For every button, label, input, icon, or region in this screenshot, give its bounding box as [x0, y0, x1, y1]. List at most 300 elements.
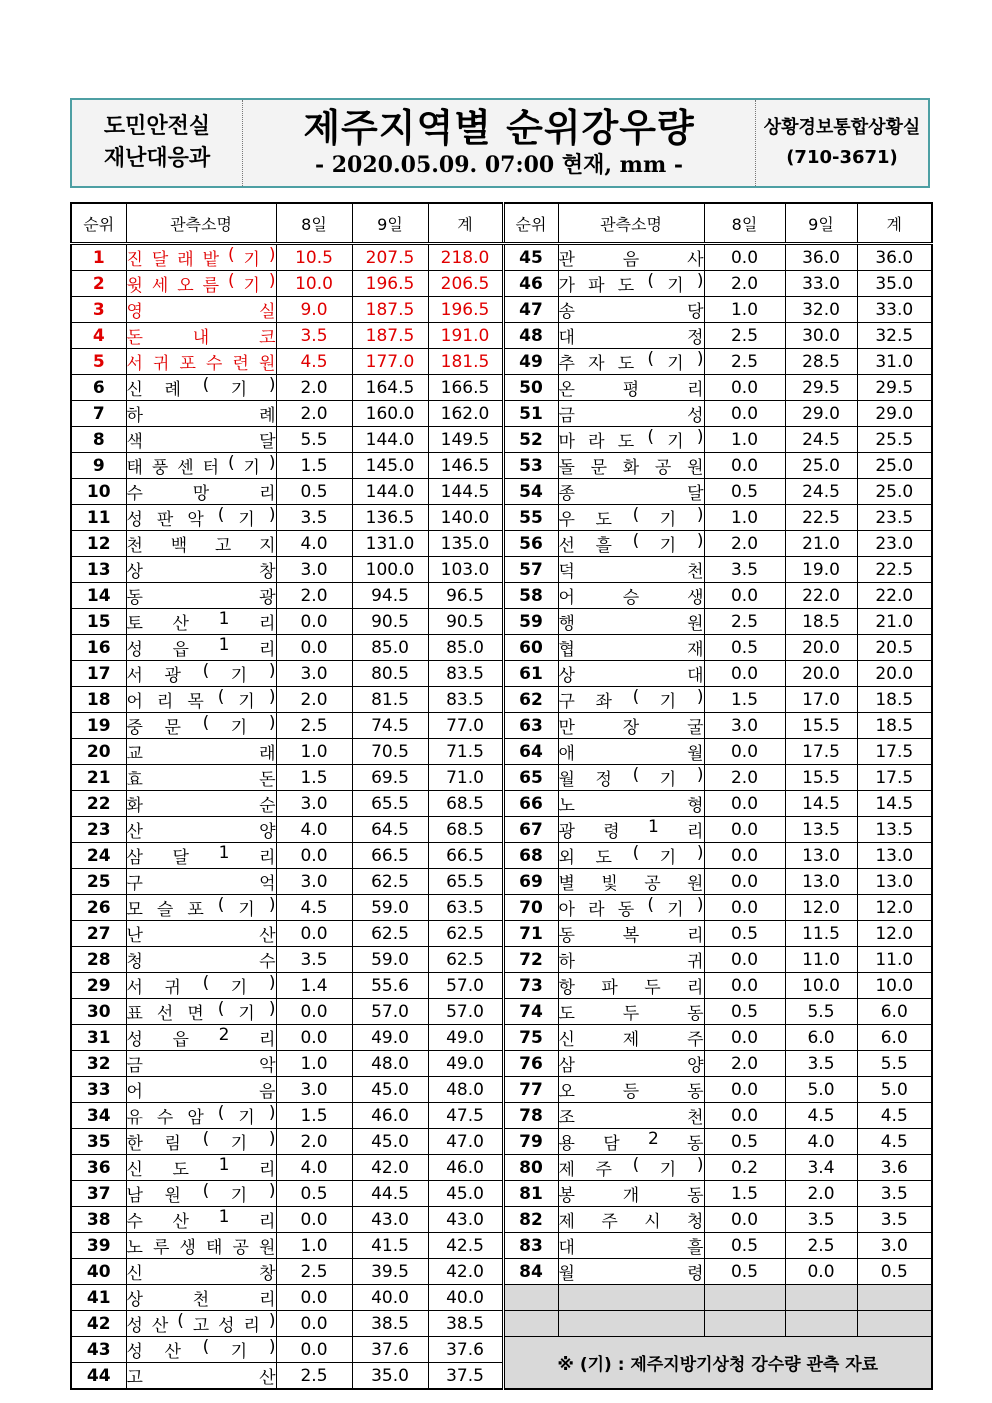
- empty-cell: [704, 1285, 785, 1311]
- table-row: [71, 1181, 932, 1207]
- day9-cell: 62.5: [352, 869, 428, 895]
- rank-cell: 27: [71, 921, 126, 947]
- station-name-text: 모 슬 포 ( 기 ): [126, 895, 276, 920]
- station-name-text: 신 도 1 리: [126, 1155, 276, 1180]
- empty-cell: [785, 1285, 857, 1311]
- station-name-text: 남 원 ( 기 ): [126, 1181, 276, 1206]
- day8-cell: 0.0: [704, 895, 785, 921]
- station-name-cell: [558, 1103, 704, 1129]
- day9-cell: 45.0: [352, 1077, 428, 1103]
- station-name-text: 색 달: [126, 432, 276, 452]
- day8-cell: 1.4: [276, 973, 352, 999]
- col-day8: 8일: [276, 203, 352, 244]
- table-row: [71, 791, 932, 817]
- station-name-text: 태 풍 센 터 ( 기 ): [126, 453, 276, 478]
- total-cell: 17.5: [857, 739, 932, 765]
- station-name-cell: [126, 765, 276, 791]
- station-name-text: 윗 세 오 름 ( 기 ): [126, 271, 276, 296]
- department-line-2: 재난대응과: [103, 146, 211, 171]
- day8-cell: 0.0: [276, 921, 352, 947]
- station-name-text: 금 악: [126, 1056, 276, 1076]
- day9-cell: 144.0: [352, 479, 428, 505]
- station-name-cell: [558, 765, 704, 791]
- rank-cell: 14: [71, 583, 126, 609]
- station-name-cell: [126, 401, 276, 427]
- day8-cell: 1.5: [276, 1103, 352, 1129]
- total-cell: 0.5: [857, 1259, 932, 1285]
- station-name-text: 어 승 생: [558, 588, 704, 608]
- rank-cell: 15: [71, 609, 126, 635]
- day8-cell: 0.5: [704, 479, 785, 505]
- day8-cell: 0.0: [704, 791, 785, 817]
- rank-cell: 61: [503, 661, 558, 687]
- station-name-cell: [126, 1051, 276, 1077]
- total-cell: 11.0: [857, 947, 932, 973]
- day8-cell: 3.0: [276, 557, 352, 583]
- station-name-text: 난 산: [126, 926, 276, 946]
- table-row: [71, 713, 932, 739]
- rank-cell: 58: [503, 583, 558, 609]
- day8-cell: 2.0: [276, 687, 352, 713]
- rank-cell: 60: [503, 635, 558, 661]
- day8-cell: 10.5: [276, 244, 352, 271]
- station-name-cell: [126, 817, 276, 843]
- rank-cell: 82: [503, 1207, 558, 1233]
- rank-cell: 30: [71, 999, 126, 1025]
- rank-cell: 77: [503, 1077, 558, 1103]
- rank-cell: 40: [71, 1259, 126, 1285]
- day8-cell: 2.0: [704, 531, 785, 557]
- day9-cell: 15.5: [785, 713, 857, 739]
- day9-cell: 3.4: [785, 1155, 857, 1181]
- station-name-text: 협 재: [558, 640, 704, 660]
- total-cell: 32.5: [857, 323, 932, 349]
- rank-cell: 55: [503, 505, 558, 531]
- station-name-text: 대 정: [558, 328, 704, 348]
- office-phone: (710-3671): [786, 147, 898, 168]
- rank-cell: 48: [503, 323, 558, 349]
- station-name-text: 성 판 악 ( 기 ): [126, 505, 276, 530]
- station-name-text: 종 달: [558, 484, 704, 504]
- total-cell: 135.0: [428, 531, 503, 557]
- station-name-cell: [126, 999, 276, 1025]
- total-cell: 12.0: [857, 921, 932, 947]
- table-row: [71, 1285, 932, 1311]
- total-cell: 29.5: [857, 375, 932, 401]
- day8-cell: 0.0: [704, 244, 785, 271]
- table-row: [71, 869, 932, 895]
- table-row: [71, 557, 932, 583]
- day9-cell: 35.0: [352, 1363, 428, 1390]
- total-cell: 20.5: [857, 635, 932, 661]
- day8-cell: 0.0: [276, 999, 352, 1025]
- day9-cell: 6.0: [785, 1025, 857, 1051]
- day9-cell: 94.5: [352, 583, 428, 609]
- total-cell: 63.5: [428, 895, 503, 921]
- empty-cell: [558, 1285, 704, 1311]
- day9-cell: 57.0: [352, 999, 428, 1025]
- station-name-cell: [558, 869, 704, 895]
- day9-cell: 12.0: [785, 895, 857, 921]
- station-name-cell: [126, 375, 276, 401]
- day9-cell: 131.0: [352, 531, 428, 557]
- station-name-text: 서 귀 ( 기 ): [126, 973, 276, 998]
- total-cell: 47.5: [428, 1103, 503, 1129]
- day8-cell: 2.5: [276, 1259, 352, 1285]
- station-name-cell: [558, 401, 704, 427]
- station-name-cell: [126, 1103, 276, 1129]
- rank-cell: 49: [503, 349, 558, 375]
- station-name-text: 제 주 시 청: [558, 1212, 704, 1232]
- rank-cell: 29: [71, 973, 126, 999]
- station-name-text: 고 산: [126, 1368, 276, 1388]
- day9-cell: 196.5: [352, 271, 428, 297]
- day9-cell: 55.6: [352, 973, 428, 999]
- station-name-cell: [558, 895, 704, 921]
- station-name-text: 제 주 ( 기 ): [558, 1155, 704, 1180]
- station-name-text: 외 도 ( 기 ): [558, 843, 704, 868]
- station-name-cell: [558, 375, 704, 401]
- station-name-text: 성 읍 2 리: [126, 1025, 276, 1050]
- rank-cell: 43: [71, 1337, 126, 1363]
- day8-cell: 0.0: [276, 1285, 352, 1311]
- station-name-cell: [558, 999, 704, 1025]
- day8-cell: 1.5: [276, 453, 352, 479]
- station-name-cell: [558, 791, 704, 817]
- day8-cell: 0.0: [704, 1103, 785, 1129]
- total-cell: 49.0: [428, 1051, 503, 1077]
- station-name-text: 구 좌 ( 기 ): [558, 687, 704, 712]
- table-row: [71, 505, 932, 531]
- rank-cell: 19: [71, 713, 126, 739]
- station-name-text: 효 돈: [126, 770, 276, 790]
- day8-cell: 1.5: [704, 1181, 785, 1207]
- total-cell: 20.0: [857, 661, 932, 687]
- station-name-text: 도 두 동: [558, 1004, 704, 1024]
- rank-cell: 81: [503, 1181, 558, 1207]
- day8-cell: 3.5: [276, 505, 352, 531]
- total-cell: 18.5: [857, 687, 932, 713]
- total-cell: 13.5: [857, 817, 932, 843]
- total-cell: 77.0: [428, 713, 503, 739]
- station-name-text: 월 정 ( 기 ): [558, 765, 704, 790]
- day9-cell: 41.5: [352, 1233, 428, 1259]
- table-row: [71, 1051, 932, 1077]
- day8-cell: 0.0: [704, 973, 785, 999]
- day8-cell: 0.5: [704, 1259, 785, 1285]
- table-row: [71, 583, 932, 609]
- station-name-cell: [126, 583, 276, 609]
- rank-cell: 41: [71, 1285, 126, 1311]
- table-row: [71, 1207, 932, 1233]
- col-day8: 8일: [704, 203, 785, 244]
- day8-cell: 4.5: [276, 349, 352, 375]
- rank-cell: 4: [71, 323, 126, 349]
- station-name-text: 행 원: [558, 614, 704, 634]
- station-name-text: 토 산 1 리: [126, 609, 276, 634]
- rank-cell: 23: [71, 817, 126, 843]
- rank-cell: 36: [71, 1155, 126, 1181]
- day9-cell: 33.0: [785, 271, 857, 297]
- day8-cell: 1.0: [704, 427, 785, 453]
- day9-cell: 136.5: [352, 505, 428, 531]
- rank-cell: 64: [503, 739, 558, 765]
- day9-cell: 22.0: [785, 583, 857, 609]
- day9-cell: 59.0: [352, 947, 428, 973]
- rank-cell: 33: [71, 1077, 126, 1103]
- station-name-cell: [126, 1207, 276, 1233]
- station-name-text: 삼 달 1 리: [126, 843, 276, 868]
- station-name-cell: [558, 1155, 704, 1181]
- day8-cell: 0.0: [704, 739, 785, 765]
- empty-cell: [857, 1285, 932, 1311]
- page-title: 제주지역별 순위강우량: [303, 106, 695, 150]
- station-name-cell: [558, 609, 704, 635]
- station-name-cell: [558, 427, 704, 453]
- total-cell: 40.0: [428, 1285, 503, 1311]
- rank-cell: 63: [503, 713, 558, 739]
- day9-cell: 187.5: [352, 297, 428, 323]
- station-name-cell: [126, 895, 276, 921]
- station-name-cell: [558, 297, 704, 323]
- station-name-cell: [558, 713, 704, 739]
- total-cell: 71.0: [428, 765, 503, 791]
- total-cell: 57.0: [428, 973, 503, 999]
- station-name-cell: [126, 713, 276, 739]
- total-cell: 45.0: [428, 1181, 503, 1207]
- station-name-cell: [126, 323, 276, 349]
- station-name-text: 삼 양: [558, 1056, 704, 1076]
- col-station: 관측소명: [126, 203, 276, 244]
- day9-cell: 4.5: [785, 1103, 857, 1129]
- station-name-cell: [126, 557, 276, 583]
- station-name-text: 수 망 리: [126, 484, 276, 504]
- station-name-text: 노 형: [558, 796, 704, 816]
- total-cell: 12.0: [857, 895, 932, 921]
- page-subtitle: - 2020.05.09. 07:00 현재, mm -: [314, 152, 684, 178]
- rank-cell: 44: [71, 1363, 126, 1390]
- station-name-text: 영 실: [126, 302, 276, 322]
- day9-cell: 80.5: [352, 661, 428, 687]
- station-name-text: 광 령 1 리: [558, 817, 704, 842]
- day9-cell: 164.5: [352, 375, 428, 401]
- day8-cell: 5.5: [276, 427, 352, 453]
- day8-cell: 1.0: [704, 297, 785, 323]
- day9-cell: 49.0: [352, 1025, 428, 1051]
- rank-cell: 45: [503, 244, 558, 271]
- col-station: 관측소명: [558, 203, 704, 244]
- station-name-cell: [126, 349, 276, 375]
- rank-cell: 78: [503, 1103, 558, 1129]
- station-name-text: 봉 개 동: [558, 1186, 704, 1206]
- day8-cell: 3.5: [276, 323, 352, 349]
- station-name-text: 신 제 주: [558, 1030, 704, 1050]
- station-name-text: 화 순: [126, 796, 276, 816]
- station-name-cell: [126, 791, 276, 817]
- empty-cell: [503, 1285, 558, 1311]
- station-name-text: 애 월: [558, 744, 704, 764]
- total-cell: 13.0: [857, 843, 932, 869]
- day8-cell: 0.0: [276, 1337, 352, 1363]
- day8-cell: 2.5: [704, 323, 785, 349]
- station-name-text: 상 창: [126, 562, 276, 582]
- total-cell: 66.5: [428, 843, 503, 869]
- day9-cell: 144.0: [352, 427, 428, 453]
- rank-cell: 84: [503, 1259, 558, 1285]
- station-name-cell: [126, 1337, 276, 1363]
- empty-cell: [558, 1311, 704, 1337]
- station-name-cell: [126, 1233, 276, 1259]
- total-cell: 62.5: [428, 921, 503, 947]
- table-row: [71, 244, 932, 271]
- total-cell: 37.6: [428, 1337, 503, 1363]
- day9-cell: 64.5: [352, 817, 428, 843]
- rank-cell: 1: [71, 244, 126, 271]
- day9-cell: 37.6: [352, 1337, 428, 1363]
- station-name-text: 덕 천: [558, 562, 704, 582]
- day8-cell: 3.0: [276, 1077, 352, 1103]
- station-name-cell: [558, 817, 704, 843]
- col-day9: 9일: [785, 203, 857, 244]
- day8-cell: 0.2: [704, 1155, 785, 1181]
- station-name-text: 송 당: [558, 302, 704, 322]
- day8-cell: 2.0: [276, 401, 352, 427]
- day8-cell: 10.0: [276, 271, 352, 297]
- col-total: 계: [428, 203, 503, 244]
- station-name-cell: [126, 1285, 276, 1311]
- table-row: [71, 817, 932, 843]
- station-name-cell: [126, 661, 276, 687]
- station-name-cell: [558, 271, 704, 297]
- day8-cell: 2.0: [276, 583, 352, 609]
- day9-cell: 5.5: [785, 999, 857, 1025]
- day8-cell: 1.0: [276, 739, 352, 765]
- day9-cell: 160.0: [352, 401, 428, 427]
- station-name-cell: [558, 947, 704, 973]
- rank-cell: 80: [503, 1155, 558, 1181]
- total-cell: 29.0: [857, 401, 932, 427]
- rank-cell: 75: [503, 1025, 558, 1051]
- station-name-text: 어 리 목 ( 기 ): [126, 687, 276, 712]
- station-name-cell: [558, 323, 704, 349]
- day9-cell: 59.0: [352, 895, 428, 921]
- day9-cell: 70.5: [352, 739, 428, 765]
- day9-cell: 45.0: [352, 1129, 428, 1155]
- station-name-cell: [126, 297, 276, 323]
- rank-cell: 3: [71, 297, 126, 323]
- total-cell: 17.5: [857, 765, 932, 791]
- day8-cell: 0.0: [704, 661, 785, 687]
- day9-cell: 24.5: [785, 427, 857, 453]
- day9-cell: 48.0: [352, 1051, 428, 1077]
- day9-cell: 19.0: [785, 557, 857, 583]
- station-name-text: 별 빛 공 원: [558, 874, 704, 894]
- empty-cell: [704, 1311, 785, 1337]
- day8-cell: 1.5: [276, 765, 352, 791]
- day9-cell: 38.5: [352, 1311, 428, 1337]
- rank-cell: 67: [503, 817, 558, 843]
- empty-cell: [785, 1311, 857, 1337]
- day8-cell: 3.5: [704, 557, 785, 583]
- station-name-cell: [558, 349, 704, 375]
- day8-cell: 3.0: [276, 791, 352, 817]
- total-cell: 83.5: [428, 687, 503, 713]
- rank-cell: 10: [71, 479, 126, 505]
- rank-cell: 34: [71, 1103, 126, 1129]
- rank-cell: 7: [71, 401, 126, 427]
- day9-cell: 145.0: [352, 453, 428, 479]
- day8-cell: 0.5: [704, 921, 785, 947]
- table-row: [71, 609, 932, 635]
- station-name-cell: [126, 244, 276, 271]
- rank-cell: 24: [71, 843, 126, 869]
- total-cell: 46.0: [428, 1155, 503, 1181]
- day8-cell: 3.0: [704, 713, 785, 739]
- station-name-text: 산 양: [126, 822, 276, 842]
- day9-cell: 30.0: [785, 323, 857, 349]
- rank-cell: 42: [71, 1311, 126, 1337]
- station-name-text: 돌 문 화 공 원: [558, 458, 704, 478]
- rank-cell: 73: [503, 973, 558, 999]
- rank-cell: 25: [71, 869, 126, 895]
- station-name-text: 가 파 도 ( 기 ): [558, 271, 704, 296]
- station-name-text: 동 복 리: [558, 926, 704, 946]
- station-name-cell: [558, 244, 704, 271]
- total-cell: 191.0: [428, 323, 503, 349]
- total-cell: 140.0: [428, 505, 503, 531]
- table-row: [71, 297, 932, 323]
- station-name-cell: [558, 739, 704, 765]
- day8-cell: 1.5: [704, 687, 785, 713]
- rainfall-table: [70, 202, 933, 1390]
- day8-cell: 0.0: [276, 843, 352, 869]
- total-cell: 149.5: [428, 427, 503, 453]
- total-cell: 3.0: [857, 1233, 932, 1259]
- rank-cell: 70: [503, 895, 558, 921]
- table-row: [71, 531, 932, 557]
- total-cell: 43.0: [428, 1207, 503, 1233]
- total-cell: 62.5: [428, 947, 503, 973]
- day8-cell: 0.0: [704, 453, 785, 479]
- station-name-text: 대 흘: [558, 1238, 704, 1258]
- total-cell: 3.5: [857, 1181, 932, 1207]
- total-cell: 85.0: [428, 635, 503, 661]
- day8-cell: 0.0: [276, 609, 352, 635]
- day9-cell: 43.0: [352, 1207, 428, 1233]
- station-name-text: 상 천 리: [126, 1290, 276, 1310]
- table-body: [71, 244, 932, 1390]
- col-day9: 9일: [352, 203, 428, 244]
- day9-cell: 29.0: [785, 401, 857, 427]
- day9-cell: 74.5: [352, 713, 428, 739]
- rank-cell: 79: [503, 1129, 558, 1155]
- total-cell: 49.0: [428, 1025, 503, 1051]
- station-name-cell: [126, 843, 276, 869]
- total-cell: 5.0: [857, 1077, 932, 1103]
- station-name-text: 중 문 ( 기 ): [126, 713, 276, 738]
- table-row: [71, 375, 932, 401]
- total-cell: 13.0: [857, 869, 932, 895]
- total-cell: 68.5: [428, 817, 503, 843]
- day8-cell: 0.0: [704, 1207, 785, 1233]
- total-cell: 25.0: [857, 479, 932, 505]
- day8-cell: 0.5: [704, 1129, 785, 1155]
- station-name-cell: [558, 479, 704, 505]
- day9-cell: 21.0: [785, 531, 857, 557]
- station-name-cell: [558, 1181, 704, 1207]
- day8-cell: 0.0: [704, 1077, 785, 1103]
- day8-cell: 2.5: [276, 713, 352, 739]
